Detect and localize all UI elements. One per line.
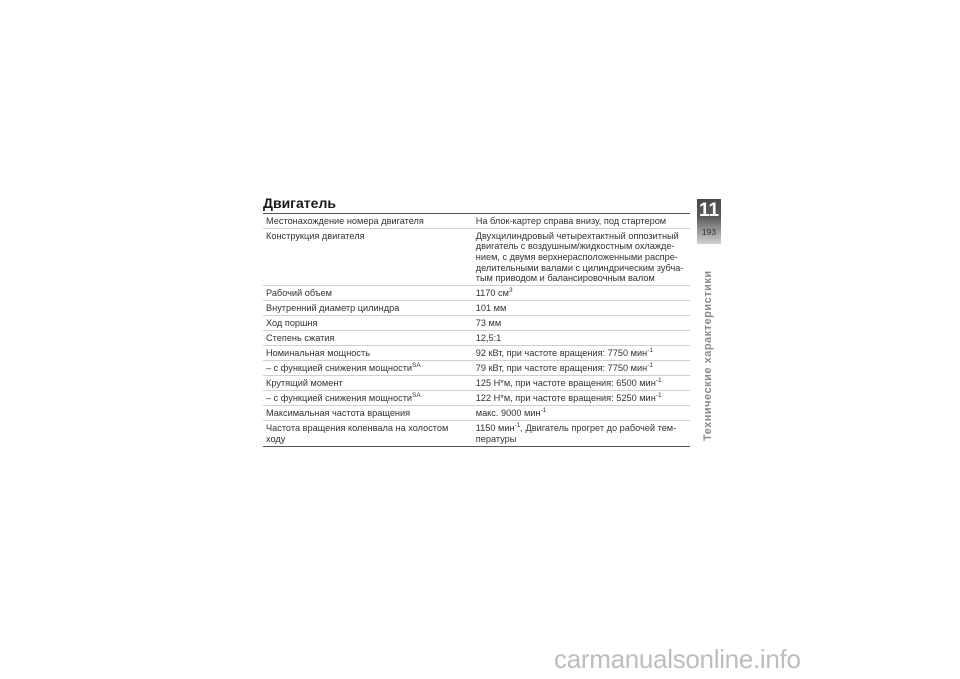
spec-value-cell (473, 421, 690, 447)
spec-label: Внутренний диаметр цилиндра (266, 303, 400, 314)
spec-label: Рабочий объем (266, 288, 332, 299)
unit-exponent: -1 (540, 407, 547, 415)
table-row (263, 331, 690, 346)
table-row (263, 421, 690, 447)
table-row (263, 376, 690, 391)
unit-exponent: -1 (655, 392, 662, 400)
spec-label: Ход поршня (266, 318, 318, 329)
spec-label: Местонахождение номера двигателя (266, 215, 424, 226)
spec-label: Степень сжатия (266, 333, 335, 344)
unit-exponent: -1 (514, 422, 521, 429)
spec-value: 12,5:1 (475, 333, 502, 344)
spec-value-cell (473, 391, 690, 406)
unit-exponent: -1 (647, 362, 653, 370)
spec-label: – с функцией снижения мощности (266, 393, 413, 404)
spec-value: На блок-картер справа внизу, под стартером (475, 215, 667, 226)
spec-value: 79 кВт, при частоте вращения: 7750 мин (475, 363, 648, 374)
chapter-tab (697, 199, 721, 244)
table-row (263, 301, 690, 316)
unit-exponent: -1 (655, 377, 662, 385)
spec-value: Двухцилиндровый четырехтактный оппозитный двигатель с воздушным/жидкостным охлажде-нием, с двумя верхнерасположенными распре-делительными валами с цилиндрическим зубча-тым приводом и балансировочным валом (475, 230, 684, 284)
spec-value: 101 мм (475, 303, 507, 314)
special-equipment-marker: SA (412, 362, 421, 370)
spec-value: 92 кВт, при частоте вращения: 7750 мин (475, 348, 648, 359)
spec-label-cell (263, 214, 473, 229)
section-title: Двигатель (263, 195, 336, 211)
spec-value-cell (473, 286, 690, 301)
spec-label-cell (263, 346, 473, 361)
spec-value: 1150 мин (475, 423, 515, 433)
watermark: carmanualsonline.info (554, 644, 801, 674)
table-row (263, 406, 690, 421)
spec-value: макс. 9000 мин (475, 408, 541, 419)
spec-label-cell (263, 406, 473, 421)
spec-value-cell (473, 346, 690, 361)
chapter-number: 11 (698, 200, 720, 221)
spec-value-cell (473, 361, 690, 376)
table-row (263, 214, 690, 229)
spec-value: 1170 см (475, 288, 509, 299)
spec-label: Частота вращения коленвала на холостом ходу (266, 423, 449, 444)
spec-label: Максимальная частота вращения (266, 408, 411, 419)
spec-label-cell (263, 286, 473, 301)
spec-value: 73 мм (475, 318, 502, 329)
spec-value-cell (473, 376, 690, 391)
spec-label: Конструкция двигателя (266, 230, 365, 241)
spec-value: 122 Н*м, при частоте вращения: 5250 мин (475, 393, 656, 404)
spec-value-cell (473, 316, 690, 331)
spec-value-cell (473, 228, 690, 285)
spec-label-cell (263, 331, 473, 346)
table-row (263, 228, 690, 285)
special-equipment-marker: SA (412, 392, 421, 400)
spec-label-cell (263, 301, 473, 316)
spec-label-cell (263, 376, 473, 391)
spec-value-cell (473, 406, 690, 421)
engine-spec-table (263, 213, 690, 447)
page-number: 193 (701, 227, 717, 237)
spec-label-cell (263, 361, 473, 376)
spec-label-cell (263, 316, 473, 331)
table-row (263, 361, 690, 376)
spec-value-tail: , Двигатель прогрет до рабочей тем-пературы (475, 423, 677, 444)
table-row (263, 391, 690, 406)
spec-label-cell (263, 421, 473, 447)
table-row (263, 316, 690, 331)
spec-value: 125 Н*м, при частоте вращения: 6500 мин (475, 378, 656, 389)
table-row (263, 346, 690, 361)
spec-label: – с функцией снижения мощности (266, 363, 413, 374)
spec-label-cell (263, 228, 473, 285)
chapter-side-title: Технические характеристики (702, 270, 714, 441)
spec-label: Номинальная мощность (266, 348, 370, 359)
table-row (263, 286, 690, 301)
spec-value-cell (473, 301, 690, 316)
unit-exponent: 3 (508, 287, 513, 295)
spec-label-cell (263, 391, 473, 406)
spec-table-body (263, 214, 690, 447)
spec-value-cell (473, 331, 690, 346)
spec-value-cell (473, 214, 690, 229)
unit-exponent: -1 (647, 347, 653, 355)
spec-label: Крутящий момент (266, 378, 343, 389)
